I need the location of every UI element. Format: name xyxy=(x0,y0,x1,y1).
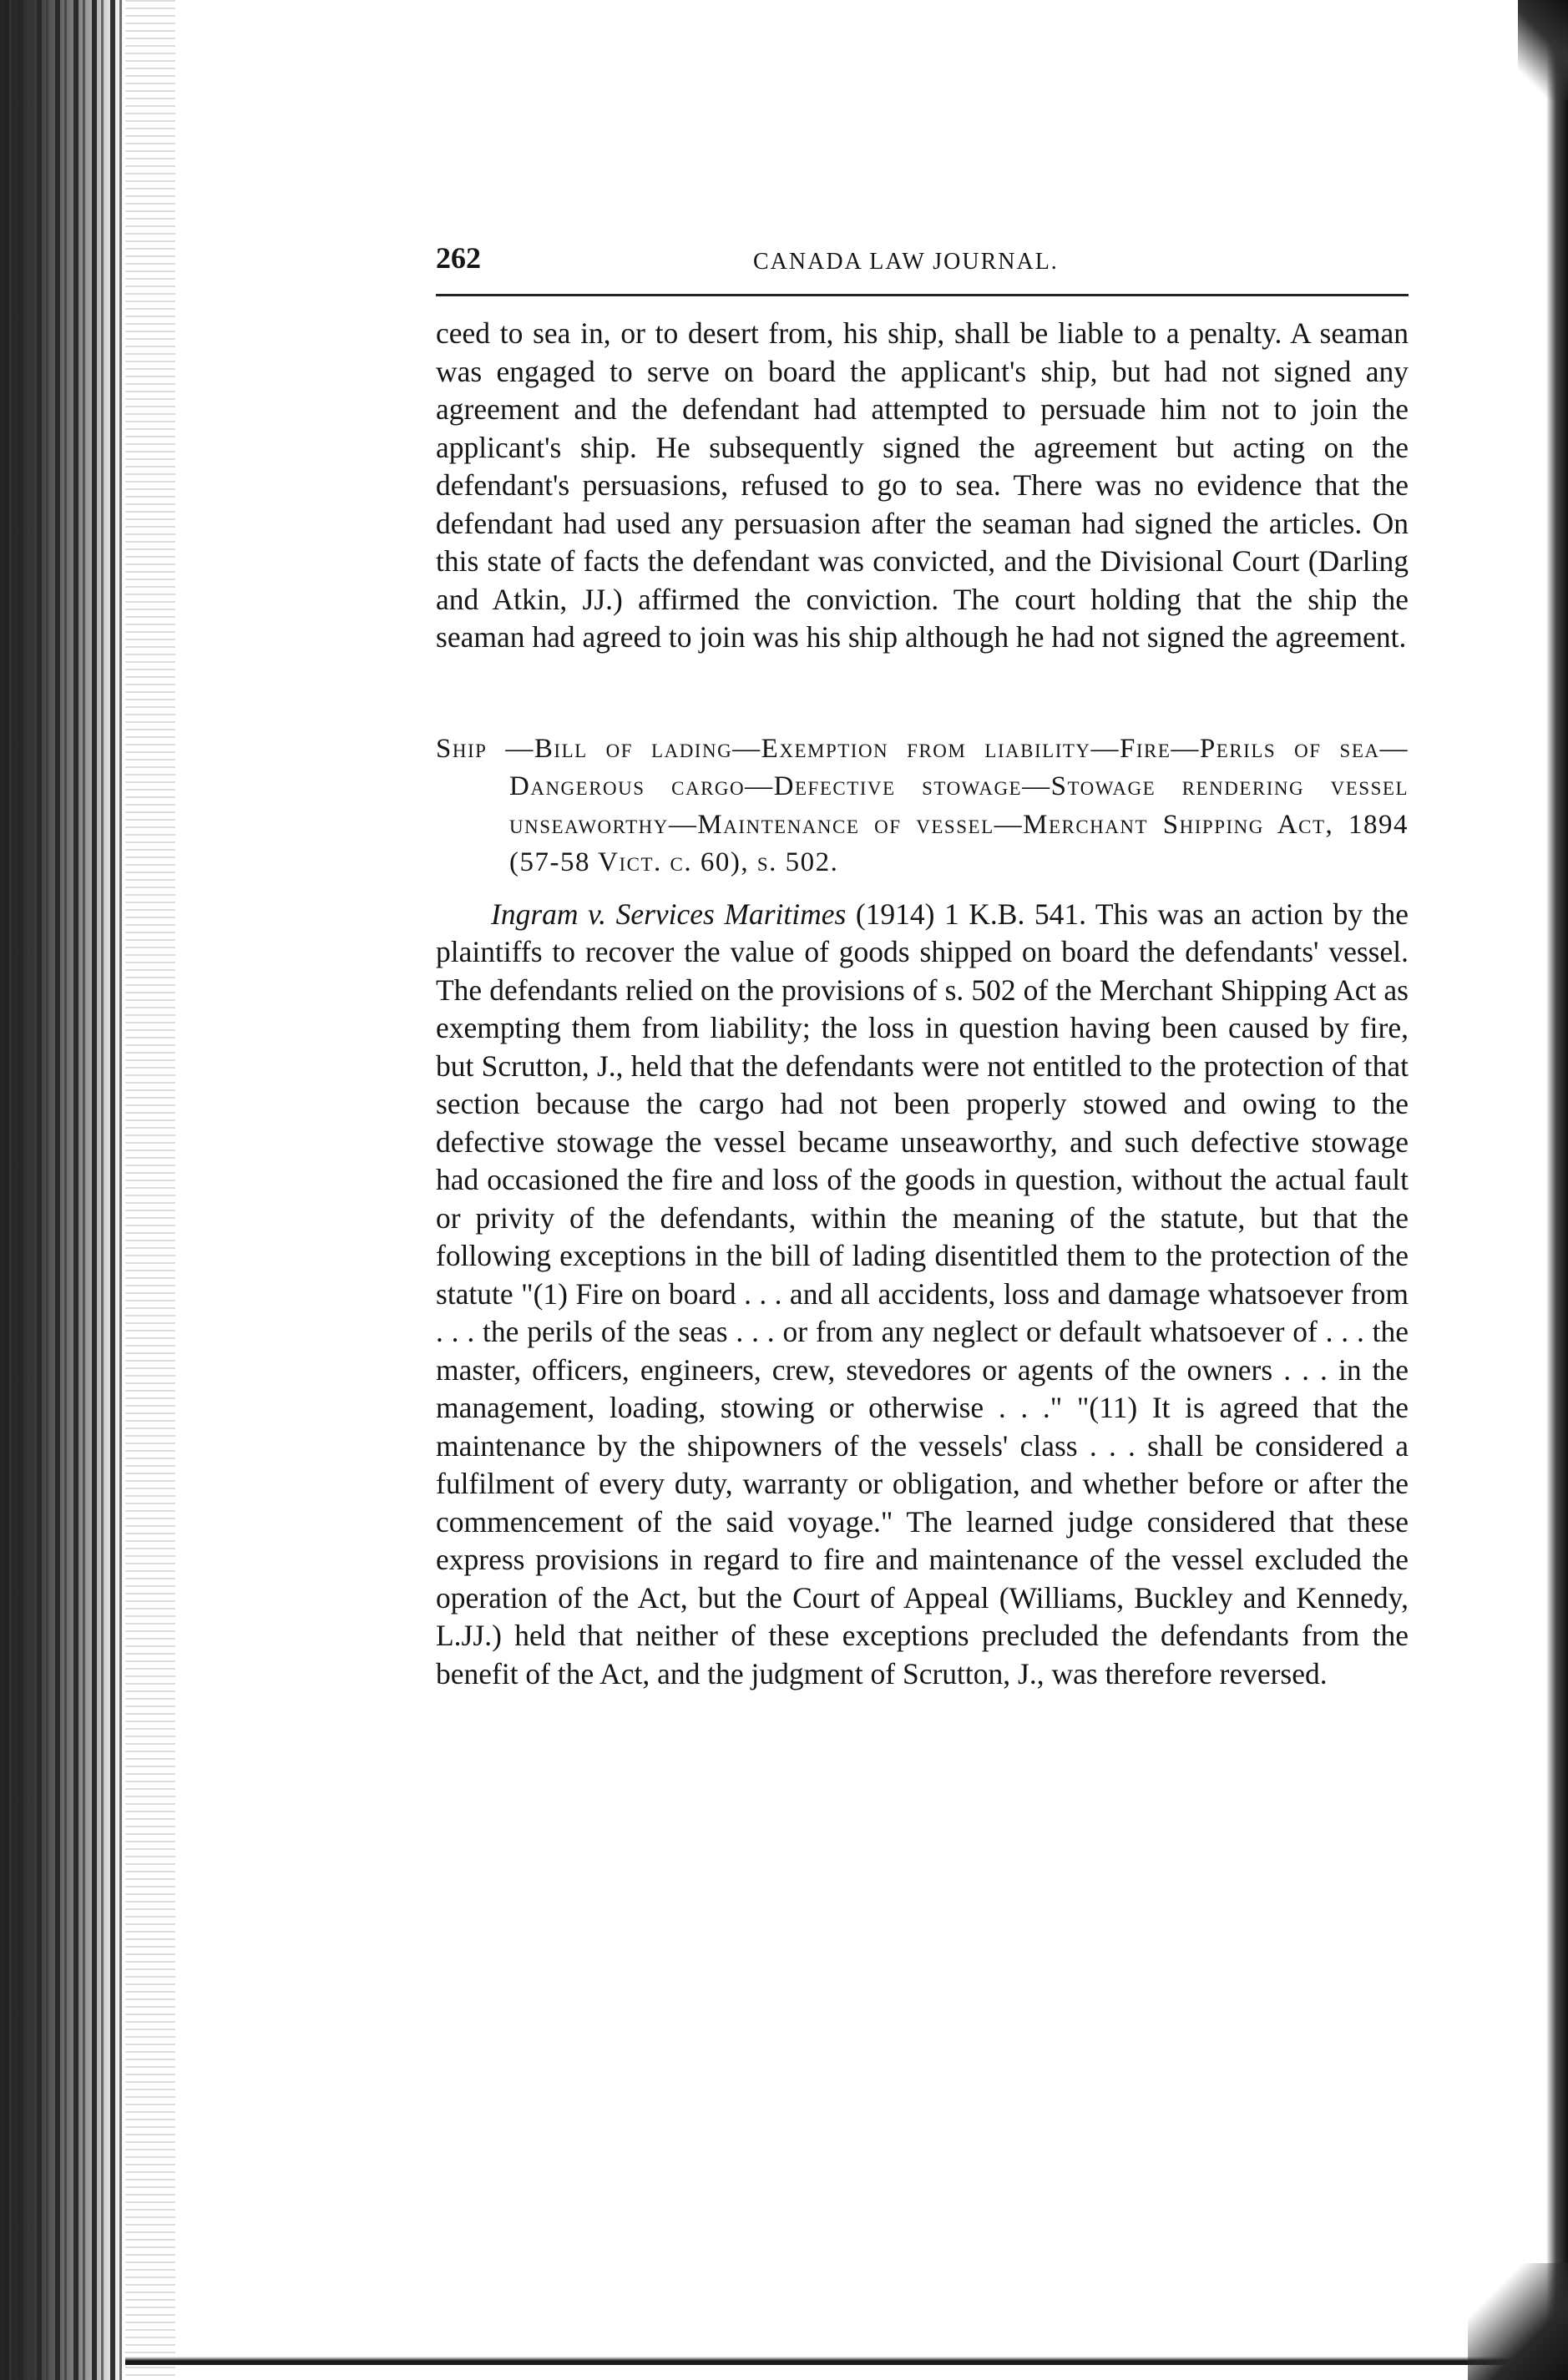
running-head: CANADA LAW JOURNAL. xyxy=(753,249,1059,275)
scan-binding-edge xyxy=(0,0,125,2380)
case-summary: (1914) 1 K.B. 541. This was an action by the plaintiffs to recover the value of goods shipped on board the defendants' vessel. The defendants relied on the provisions of s. 502 of the Merchant Shipping Act as exempting them from liability; the loss in question having been caused by fire, but Scrutton, J., held that the defendants were not entitled to the protection of that section because the cargo had not been properly stowed and owing to the defective stowage the vessel became unseaworthy, and such defective stowage had occasioned the fire and loss of the goods in question, without the actual fault or privity of the defendants, within the meaning of the statute, but that the following exceptions in the bill of lading disentitled them to the protection of the statute "(1) Fire on board . . . and all accidents, loss and damage whatsoever from . . . the perils of the seas . . . or from any neglect or default whatsoever of . . . the master, officers, engineers, crew, stevedores or agents of the owners . . . in the management, loading, stowing or otherwise . . ." "(11) It is agreed that the maintenance by the shipowners of the vessels' class . . . shall be considered a fulfilment of every duty, warranty or obligation, and whether before or after the commencement of the said voyage." The learned judge considered that these express provisions in regard to fire and maintenance of the vessel excluded the operation of the Act, but the Court of Appeal (Williams, Buckley and Kennedy, L.JJ.) held that neither of these exceptions precluded the defendants from the benefit of the Act, and the judgment of Scrutton, J., was therefore reversed. xyxy=(436,897,1409,1690)
scan-right-edge xyxy=(1546,0,1568,2380)
page-number: 262 xyxy=(436,241,481,275)
scan-speckle xyxy=(125,0,175,2380)
page-header xyxy=(436,239,1409,296)
case-name: Ingram v. Services Maritimes xyxy=(491,897,847,931)
body-paragraph-2 xyxy=(436,896,1409,1694)
journal-page xyxy=(436,239,1409,1693)
body-paragraph-1: ceed to sea in, or to desert from, his ship, shall be liable to a penalty. A seaman was engaged to serve on board the applicant's ship, but had not signed any agreement and the defendant had attempted to persuade him not to join the applicant's ship. He subsequently signed the agreement but acting on the defendant's persuasions, refused to go to sea. There was no evidence that the defendant had used any persuasion after the seaman had signed the articles. On this state of facts the defendant was convicted, and the Divisional Court (Darling and Atkin, JJ.) affirmed the conviction. The court holding that the ship the seaman had agreed to join was his ship although he had not signed the agreement. xyxy=(436,316,1409,654)
scan-corner-shadow xyxy=(1518,0,1568,100)
scan-corner-shadow-bottom xyxy=(1468,2263,1568,2380)
case-headnote: Ship —Bill of lading—Exemption from liability—Fire—Perils of sea—Dangerous cargo—Defective stowage—Stowage rendering vessel unseaworthy—Maintenance of vessel—Merchant Shipping Act, 1894 (57-58 Vict. c. 60), s. 502. xyxy=(436,733,1409,877)
scan-bottom-edge xyxy=(125,2357,1546,2365)
